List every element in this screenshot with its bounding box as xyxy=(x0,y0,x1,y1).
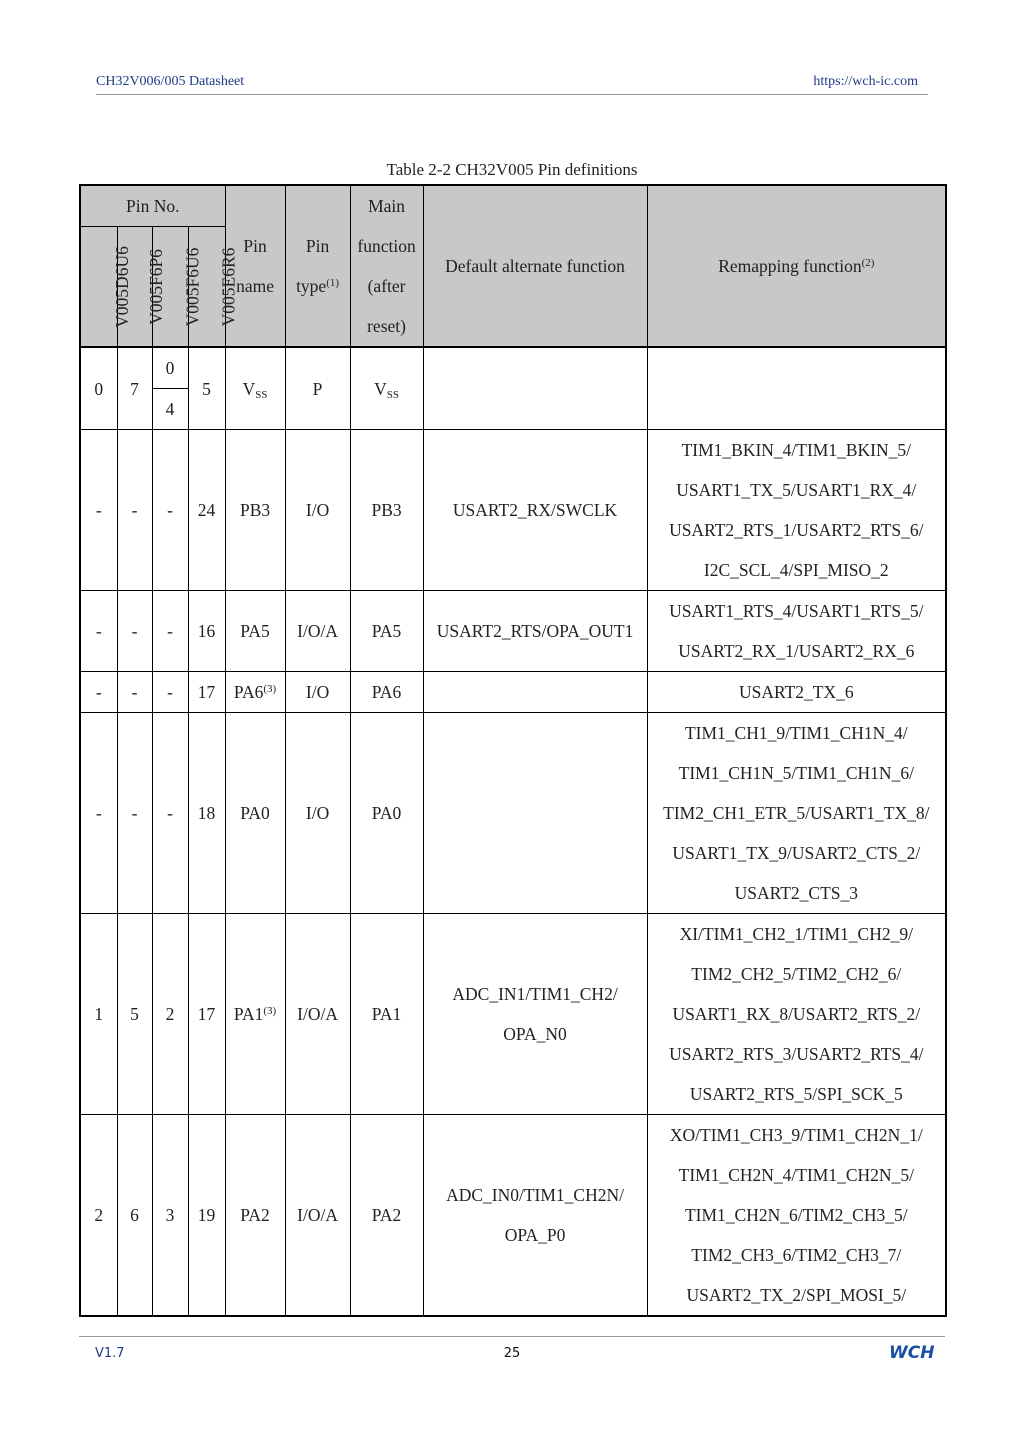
cell-default-alternate xyxy=(423,672,647,713)
cell-default-alternate xyxy=(423,347,647,430)
table-row xyxy=(80,672,946,713)
cell-main-function: PA1 xyxy=(350,914,423,1115)
cell-f6p6: - xyxy=(117,591,152,672)
remap-function-line: USART1_RTS_4/USART1_RTS_5/ xyxy=(669,601,924,621)
cell-d6u6: - xyxy=(80,591,117,672)
table-row xyxy=(80,430,946,591)
cell-default-alternate xyxy=(423,713,647,914)
header-pin-name: Pin name xyxy=(225,185,285,347)
cell-default-alternate xyxy=(423,1115,647,1317)
header-main-function: Main function (after reset) xyxy=(350,185,423,347)
header-package-f6u6: V005F6U6 xyxy=(152,227,188,348)
remap-function-line: USART1_RX_8/USART2_RTS_2/ xyxy=(672,1004,921,1024)
cell-d6u6: 0 xyxy=(80,347,117,430)
cell-main-function: PA0 xyxy=(350,713,423,914)
cell-e6r6: 17 xyxy=(188,914,225,1115)
cell-e6r6: 24 xyxy=(188,430,225,591)
header-pin-no: Pin No. xyxy=(80,185,225,227)
default-function-line: OPA_N0 xyxy=(503,1024,567,1044)
cell-f6u6: - xyxy=(152,672,188,713)
header-package-e6r6: V005E6R6 xyxy=(188,227,225,348)
remap-function-line: USART2_RTS_5/SPI_SCK_5 xyxy=(689,1084,903,1104)
cell-main-function: PA5 xyxy=(350,591,423,672)
cell-e6r6: 5 xyxy=(188,347,225,430)
cell-pin-name: $V_{SS}$ xyxy=(225,347,285,430)
remap-function-line: TIM1_CH1_9/TIM1_CH1N_4/ xyxy=(684,723,908,743)
cell-d6u6: - xyxy=(80,430,117,591)
cell-pin-name: PA1$^{(3)}$ xyxy=(225,914,285,1115)
remap-function-line: TIM1_CH2N_4/TIM1_CH2N_5/ xyxy=(678,1165,914,1185)
cell-pin-name: PA2 xyxy=(225,1115,285,1317)
table-row xyxy=(80,591,946,672)
cell-e6r6: 16 xyxy=(188,591,225,672)
table-row xyxy=(80,347,946,430)
doc-title: CH32V006/005 Datasheet xyxy=(96,74,245,89)
table-row xyxy=(80,914,946,1115)
remap-function-line: USART2_TX_2/SPI_MOSI_5/ xyxy=(686,1285,907,1305)
wch-logo xyxy=(889,1341,935,1363)
remap-function-line: USART1_TX_5/USART1_RX_4/ xyxy=(676,480,917,500)
cell-pin-type: I/O xyxy=(285,672,350,713)
remap-function-line: USART2_TX_6 xyxy=(738,682,854,702)
cell-remapping xyxy=(647,672,946,713)
cell-pin-type: P xyxy=(285,347,350,430)
cell-pin-type: I/O/A xyxy=(285,914,350,1115)
cell-f6p6: - xyxy=(117,430,152,591)
cell-default-alternate xyxy=(423,914,647,1115)
default-function-line: USART2_RX/SWCLK xyxy=(452,500,618,520)
cell-f6p6: - xyxy=(117,713,152,914)
cell-remapping xyxy=(647,1115,946,1317)
cell-main-function: $V_{SS}$ xyxy=(350,347,423,430)
remap-function-line: TIM1_CH1N_5/TIM1_CH1N_6/ xyxy=(678,763,914,783)
cell-f6p6: 6 xyxy=(117,1115,152,1317)
remap-function-line: I2C_SCL_4/SPI_MISO_2 xyxy=(703,560,889,580)
cell-f6u6: 3 xyxy=(152,1115,188,1317)
remap-function-line: USART2_RTS_3/USART2_RTS_4/ xyxy=(669,1044,924,1064)
cell-f6p6: - xyxy=(117,672,152,713)
page-footer xyxy=(79,1336,945,1367)
cell-d6u6: - xyxy=(80,672,117,713)
cell-default-alternate xyxy=(423,430,647,591)
cell-pin-name: PA6$^{(3)}$ xyxy=(225,672,285,713)
cell-default-alternate xyxy=(423,591,647,672)
cell-remapping xyxy=(647,591,946,672)
cell-remapping xyxy=(647,713,946,914)
header-remapping: Remapping function$^{(2)}$ xyxy=(647,185,946,347)
remap-function-line: TIM2_CH1_ETR_5/USART1_TX_8/ xyxy=(663,803,930,823)
cell-f6p6: 7 xyxy=(117,347,152,430)
cell-d6u6: - xyxy=(80,713,117,914)
default-function-line: ADC_IN1/TIM1_CH2/ xyxy=(452,984,618,1004)
cell-remapping xyxy=(647,430,946,591)
cell-pin-type: I/O/A xyxy=(285,591,350,672)
cell-d6u6: 2 xyxy=(80,1115,117,1317)
remap-function-line: USART2_RTS_1/USART2_RTS_6/ xyxy=(669,520,924,540)
cell-remapping xyxy=(647,347,946,430)
header-default-alternate: Default alternate function xyxy=(423,185,647,347)
cell-f6p6: 5 xyxy=(117,914,152,1115)
cell-main-function: PA2 xyxy=(350,1115,423,1317)
remap-function-line: TIM2_CH2_5/TIM2_CH2_6/ xyxy=(691,964,902,984)
pin-definitions-table xyxy=(79,184,947,1317)
remap-function-line: USART2_CTS_3 xyxy=(734,883,858,903)
cell-d6u6: 1 xyxy=(80,914,117,1115)
svg-text:WCH: WCH xyxy=(889,1343,935,1363)
default-function-line: OPA_P0 xyxy=(504,1225,566,1245)
cell-main-function: PA6 xyxy=(350,672,423,713)
remap-function-line: USART2_RX_1/USART2_RX_6 xyxy=(678,641,915,661)
cell-pin-name: PB3 xyxy=(225,430,285,591)
cell-pin-type: I/O xyxy=(285,713,350,914)
header-package-f6p6: V005F6P6 xyxy=(117,227,152,348)
cell-pin-name: PA5 xyxy=(225,591,285,672)
cell-f6u6: - xyxy=(152,430,188,591)
remap-function-line: USART1_TX_9/USART2_CTS_2/ xyxy=(672,843,921,863)
cell-f6u6: 2 xyxy=(152,914,188,1115)
cell-f6u6: - xyxy=(152,591,188,672)
cell-pin-type: I/O xyxy=(285,430,350,591)
cell-remapping xyxy=(647,914,946,1115)
table-caption: Table 2-2 CH32V005 Pin definitions xyxy=(386,160,638,179)
remap-function-line: TIM2_CH3_6/TIM2_CH3_7/ xyxy=(691,1245,902,1265)
cell-f6u6: - xyxy=(152,713,188,914)
default-function-line: USART2_RTS/OPA_OUT1 xyxy=(436,621,634,641)
page-header xyxy=(96,74,928,95)
default-function-line: ADC_IN0/TIM1_CH2N/ xyxy=(446,1185,624,1205)
page-number: 25 xyxy=(503,1346,521,1361)
table-row xyxy=(80,1115,946,1317)
cell-f6u6: 0 4 xyxy=(152,347,188,430)
cell-pin-type: I/O/A xyxy=(285,1115,350,1317)
cell-e6r6: 19 xyxy=(188,1115,225,1317)
header-package-d6u6: V005D6U6 xyxy=(80,227,117,348)
cell-pin-name: PA0 xyxy=(225,713,285,914)
header-pin-type: Pin type$^{(1)}$ xyxy=(285,185,350,347)
table-row xyxy=(80,713,946,914)
cell-main-function: PB3 xyxy=(350,430,423,591)
remap-function-line: TIM1_CH2N_6/TIM2_CH3_5/ xyxy=(684,1205,908,1225)
remap-function-line: XI/TIM1_CH2_1/TIM1_CH2_9/ xyxy=(679,924,913,944)
cell-e6r6: 18 xyxy=(188,713,225,914)
version-label: V1.7 xyxy=(95,1346,125,1361)
remap-function-line: TIM1_BKIN_4/TIM1_BKIN_5/ xyxy=(681,440,912,460)
header-url[interactable]: https://wch-ic.com xyxy=(813,74,918,89)
remap-function-line: XO/TIM1_CH3_9/TIM1_CH2N_1/ xyxy=(669,1125,923,1145)
cell-e6r6: 17 xyxy=(188,672,225,713)
